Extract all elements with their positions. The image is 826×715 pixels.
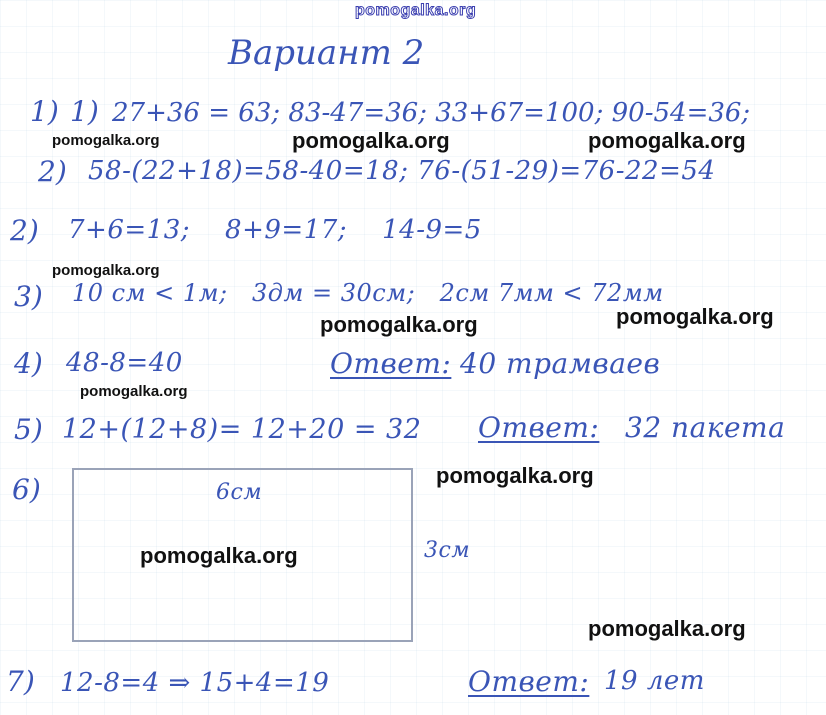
watermark: pomogalka.org	[588, 128, 746, 153]
task-2-number: 2)	[38, 155, 67, 188]
task-7-expression: 12-8=4 ⇒ 15+4=19	[60, 668, 330, 698]
watermark: pomogalka.org	[80, 383, 188, 400]
watermark: pomogalka.org	[320, 312, 478, 337]
page-title: Вариант 2	[228, 33, 425, 73]
task-5-expression: 12+(12+8)= 12+20 = 32	[62, 414, 422, 445]
watermark: pomogalka.org	[616, 304, 774, 329]
watermark: pomogalka.org	[52, 262, 160, 279]
task-3-expression: 10 см < 1м; 3дм = 30см; 2см 7мм < 72мм	[72, 279, 664, 307]
rectangle-width-label: 6см	[216, 480, 263, 505]
watermark: pomogalka.org	[436, 463, 594, 488]
task-1-number: 1)	[30, 95, 59, 128]
watermark: pomogalka.org	[588, 616, 746, 641]
task-1-expression: 27+36 = 63; 83-47=36; 33+67=100; 90-54=36;	[112, 98, 751, 128]
task-1-sub-number: 1)	[70, 95, 99, 128]
task-7-number: 7)	[6, 665, 35, 698]
task-2-expression: 58-(22+18)=58-40=18; 76-(51-29)=76-22=54	[88, 156, 716, 186]
task-4-number: 4)	[14, 347, 43, 380]
task-4-expression: 48-8=40	[66, 348, 183, 378]
task-2b-number: 2)	[10, 214, 39, 247]
task-5-number: 5)	[14, 413, 43, 446]
watermark: pomogalka.org	[140, 543, 298, 568]
site-header[interactable]: pomogalka.org	[355, 2, 477, 19]
task-4-answer: 40 трамваев	[460, 347, 661, 380]
rectangle-height-label: 3см	[424, 538, 471, 563]
watermark: pomogalka.org	[52, 132, 160, 149]
task-5-answer: 32 пакета	[625, 411, 786, 444]
watermark: pomogalka.org	[292, 128, 450, 153]
task-6-number: 6)	[12, 473, 41, 506]
task-3-number: 3)	[14, 280, 43, 313]
task-4-answer-label: Ответ:	[330, 347, 452, 380]
task-7-answer: 19 лет	[604, 666, 705, 696]
task-5-answer-label: Ответ:	[478, 411, 600, 444]
task-2b-expression: 7+6=13; 8+9=17; 14-9=5	[68, 215, 482, 245]
task-7-answer-label: Ответ:	[468, 665, 590, 698]
